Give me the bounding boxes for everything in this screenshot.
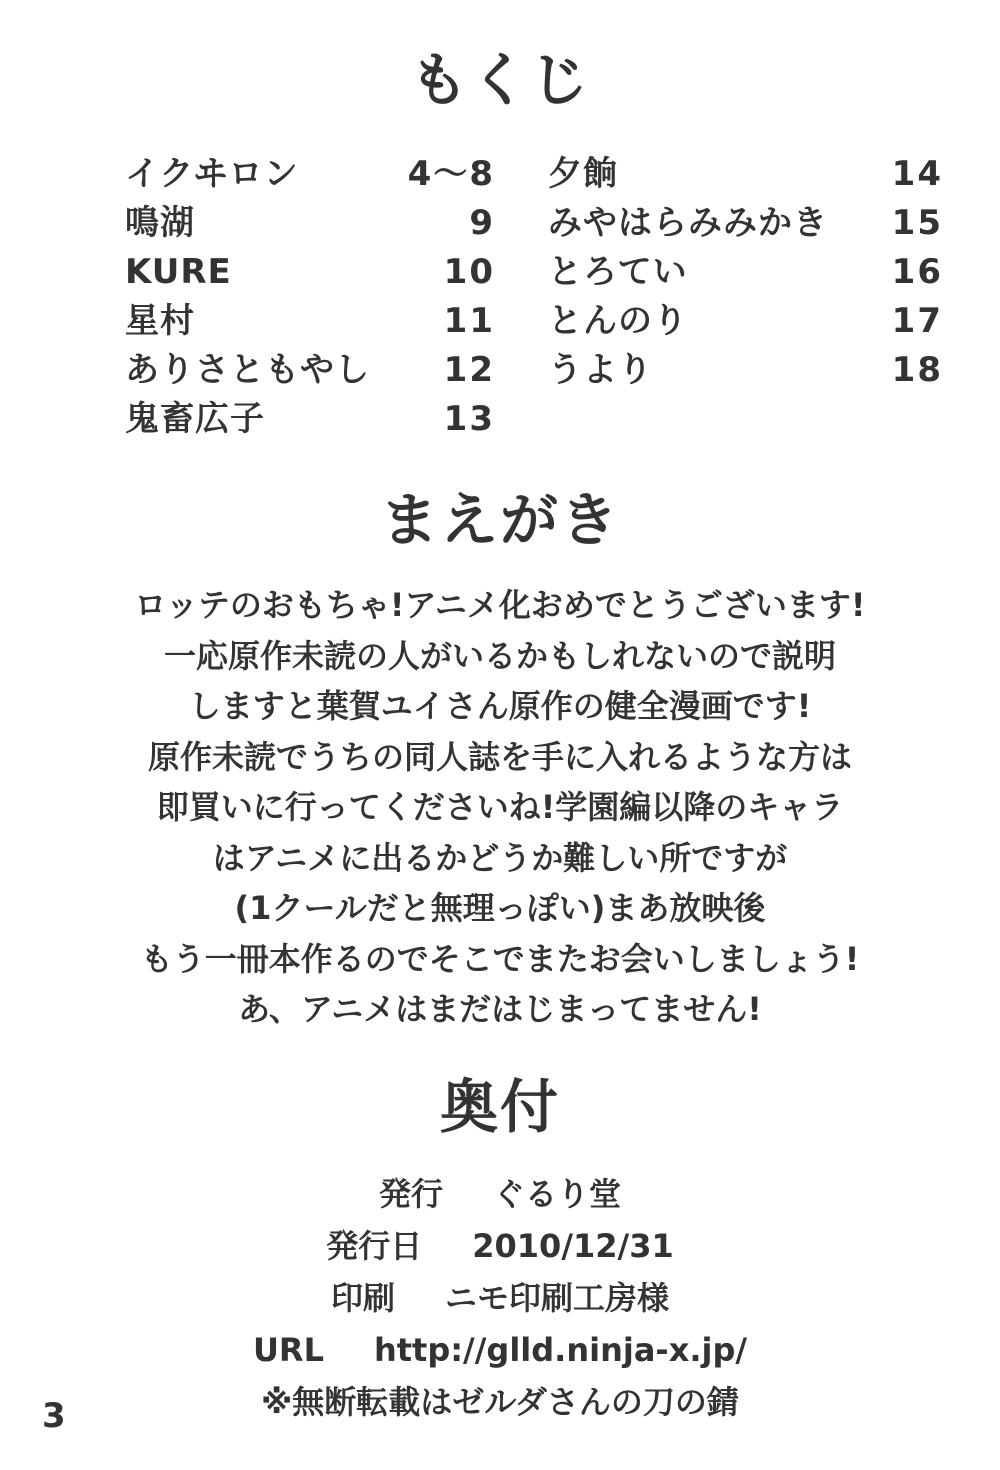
toc-entry-page: 9: [469, 203, 495, 243]
preface-line: 原作未読でうちの同人誌を手に入れるような方は: [147, 737, 852, 776]
toc-title: もくじ: [409, 46, 590, 114]
toc-entry: [548, 346, 943, 395]
toc-entry-page: 13: [443, 399, 495, 439]
preface-line: もう一冊本作るのでそこでまたお会いしましょう!: [140, 939, 860, 978]
colophon-value: 2010/12/31: [472, 1227, 674, 1265]
toc-entry: [125, 248, 495, 297]
preface-body: [40, 580, 960, 1035]
colophon-row-date: [140, 1220, 860, 1272]
toc-entry-name: 夕餉: [548, 154, 618, 194]
toc-entry-page: 17: [891, 301, 943, 341]
toc-entry-name: 鬼畜広子: [125, 399, 265, 439]
colophon-value: ぐるり堂: [493, 1175, 622, 1213]
colophon-label: 印刷: [330, 1279, 395, 1317]
toc-entry: [125, 199, 495, 248]
preface-title: まえがき: [379, 486, 620, 554]
colophon-value: ニモ印刷工房様: [445, 1279, 670, 1317]
toc-entry-name: とんのり: [548, 301, 688, 341]
preface-line: あ、アニメはまだはじまってません!: [238, 990, 762, 1028]
toc-entry-name: KURE: [125, 252, 232, 292]
preface-line: ロッテのおもちゃ!アニメ化おめでとうございます!: [134, 586, 866, 624]
toc-entry-name: 星村: [125, 301, 195, 341]
preface-line: はアニメに出るかどうか難しい所ですが: [212, 838, 788, 877]
toc-entry-name: イクヰロン: [125, 154, 299, 194]
toc-entry-name: ありさともやし: [125, 350, 370, 390]
toc-entry: [125, 150, 495, 199]
colophon-note: ※無断転載はゼルダさんの刀の錆: [261, 1383, 739, 1421]
toc-entry-page: 15: [891, 203, 943, 243]
toc-entry: [548, 199, 943, 248]
toc-entry-page: 4～8: [407, 154, 495, 194]
colophon-label: 発行日: [326, 1227, 423, 1265]
colophon-row-publisher: [140, 1168, 860, 1220]
toc-entry-page: 10: [443, 252, 495, 292]
colophon-label: 発行: [378, 1175, 443, 1213]
preface-line: (1クールだと無理っぽい)まあ放映後: [234, 889, 766, 927]
preface-line: しますと葉賀ユイさん原作の健全漫画です!: [188, 687, 812, 725]
toc-entry-page: 18: [891, 350, 943, 390]
toc-entry-name: 鳴湖: [125, 203, 195, 243]
toc-entry: [125, 395, 495, 444]
colophon-title: 奥付: [439, 1073, 560, 1141]
colophon-row-url: [140, 1324, 860, 1376]
preface-line: 即買いに行ってくださいね!学園編以降のキャラ: [156, 788, 844, 826]
colophon-row-printer: [140, 1272, 860, 1324]
toc-entry: [548, 150, 943, 199]
colophon-url: http://glld.ninja-x.jp/: [373, 1331, 748, 1369]
toc-entry-name: とろてい: [548, 252, 688, 292]
toc-left-column: [125, 150, 495, 444]
page-number: 3: [42, 1396, 66, 1436]
toc-entry: [548, 297, 943, 346]
toc-entry: [125, 346, 495, 395]
colophon-label: URL: [252, 1331, 324, 1369]
preface-line: 一応原作未読の人がいるかもしれないので説明: [163, 636, 836, 675]
toc-entry-name: みやはらみみかき: [548, 203, 828, 243]
colophon-body: [140, 1168, 860, 1428]
toc-entry-page: 12: [443, 350, 495, 390]
toc-entry-page: 16: [891, 252, 943, 292]
toc-entry-name: うより: [548, 350, 653, 390]
toc-right-column: [548, 150, 943, 395]
toc-entry-page: 11: [443, 301, 495, 341]
toc-entry-page: 14: [891, 154, 943, 194]
toc-entry: [548, 248, 943, 297]
toc-entry: [125, 297, 495, 346]
